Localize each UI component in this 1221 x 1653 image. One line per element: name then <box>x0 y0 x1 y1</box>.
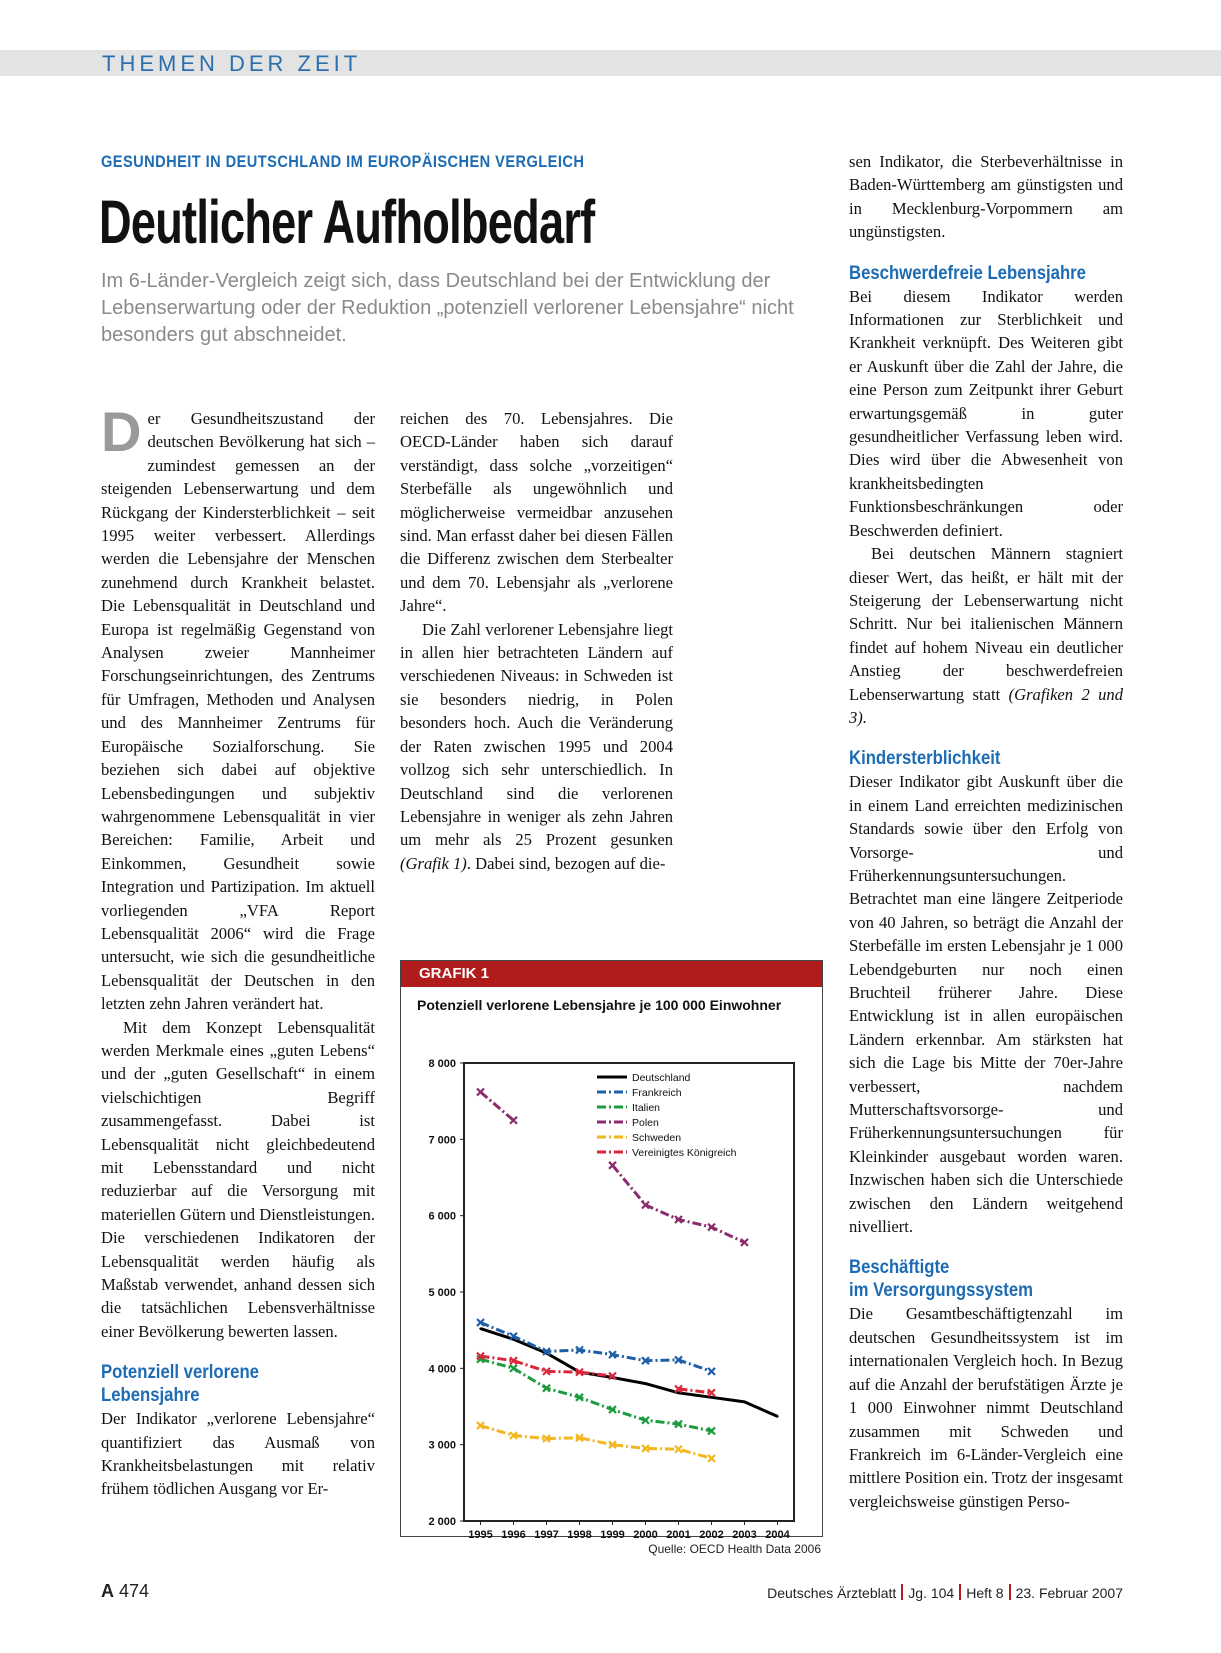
series-line <box>481 1323 712 1372</box>
journal-issue: Heft 8 <box>966 1585 1004 1601</box>
legend-label: Italien <box>632 1102 661 1114</box>
paragraph <box>400 618 673 875</box>
legend-label: Polen <box>632 1117 659 1129</box>
data-point <box>479 1327 481 1329</box>
paragraph: Bei diesem Indikator werden Informationen zur Sterblichkeit und Krankheit verknüpft. Des Weiteren gibt er Auskunft über die Zahl der Jahre, die eine Person zum Zeitpunkt ihrer Geburt erwartungsgemäß in guter gesundheitlicher Verfassung leben wird. Dies wird über die Abwesenheit von krankheitsbedingten Funktionsbeschränkungen oder Beschwerden definiert. <box>849 286 1123 540</box>
subheading <box>101 1361 342 1407</box>
plot-frame <box>464 1063 794 1521</box>
x-tick-label: 2004 <box>765 1529 790 1541</box>
paragraph: Mit dem Konzept Lebensqualität werden Merkmale eines „guten Lebens“ und der „guten Gesellschaft“ in einem vielschichtigen Begriff zusammengefasst. Dabei ist Lebensqualität nicht gleichbedeutend mit Lebensstandard und nicht reduzierbar auf die Versorgung mit materiellen Gütern und Dienstleistungen. Die verschiedenen Indikatoren der Lebensqualität werden häufig als Maßstab verwendet, anhand dessen sich die tatsächlichen Lebensverhältnisse einer Bevölkerung bewerten lassen. <box>101 1017 375 1341</box>
page-prefix: A <box>101 1581 114 1601</box>
y-tick-label: 5 000 <box>428 1287 456 1299</box>
text-column-1 <box>101 400 375 1501</box>
y-tick-label: 3 000 <box>428 1439 456 1452</box>
legend-label: Vereinigtes Königreich <box>632 1147 737 1159</box>
journal-date: 23. Februar 2007 <box>1015 1585 1123 1601</box>
drop-cap: D <box>101 400 142 463</box>
data-point <box>710 1396 712 1398</box>
subheading: Kindersterblichkeit <box>849 748 1001 770</box>
y-tick-label: 2 000 <box>428 1516 456 1528</box>
paragraph: reichen des 70. Lebensjahres. Die OECD-Länder haben sich darauf verständigt, dass solche „vorzeitigen“ Sterbefälle als ungewöhnlich und möglicherweise vermeidbar anzusehen sind. Man erfasst daher bei diesen Fällen die Differenz zwischen dem Sterbealter und dem 70. Lebensjahr als „verlorene Jahre“. <box>400 409 673 616</box>
data-point <box>644 1382 646 1384</box>
separator <box>959 1584 961 1600</box>
x-tick-label: 1995 <box>468 1529 493 1541</box>
text-column-3 <box>849 150 1123 1513</box>
article-kicker: GESUNDHEIT IN DEUTSCHLAND IM EUROPÄISCHEN VERGLEICH <box>101 152 585 171</box>
paragraph: sen Indikator, die Sterbeverhältnisse in Baden-Württemberg am günstigsten und in Mecklenburg-Vorpommern am ungünstigsten. <box>849 152 1123 242</box>
article-lead: Im 6-Länder-Vergleich zeigt sich, dass Deutschland bei der Entwicklung der Lebenserwartung oder der Reduktion „potenziell verlorener Lebensjahre“ nicht besonders gut abschneidet. <box>101 270 794 346</box>
paragraph: Die Gesamtbeschäftigtenzahl im deutschen Gesundheitssystem ist im internationalen Vergleich hoch. In Bezug auf die Anzahl der berufstätigen Ärzte je 1 000 Einwohner nimmt Deutschland zusammen mit Schweden und Frankreich im 6-Länder-Vergleich eine mittlere Position ein. Trotz der insgesamt vergleichsweise günstigen Perso- <box>849 1304 1123 1511</box>
x-tick-label: 2002 <box>699 1529 724 1541</box>
y-tick-label: 7 000 <box>428 1134 456 1147</box>
data-point <box>677 1392 679 1394</box>
separator <box>1009 1584 1011 1600</box>
page-number <box>101 1581 149 1602</box>
x-tick-label: 2000 <box>633 1529 658 1541</box>
series-line <box>481 1092 514 1120</box>
figure-reference: (Grafiken 2 und 3). <box>849 684 1124 727</box>
paragraph-text: . Dabei sind, bezogen auf die- <box>466 853 666 873</box>
figure-header <box>401 961 822 987</box>
section-label: THEMEN DER ZEIT <box>102 51 362 76</box>
journal-info <box>767 1584 1123 1601</box>
series-line <box>481 1426 712 1459</box>
x-tick-label: 1998 <box>567 1529 592 1541</box>
page-number-value: 474 <box>119 1581 150 1601</box>
paragraph-text: Die Zahl verlorener Lebensjahre liegt in allen hier betrachteten Ländern auf verschiedenen Niveaus: in Schweden ist sie besonders niedrig, in Polen besonders hoch. Auch die Veränderung der Raten zwischen 1995 und 2004 vollzog sich sehr unterschiedlich. In Deutschland sind die verlorenen Lebensjahre in weniger als zehn Jahren um mehr als 25 Prozent gesunken <box>400 619 673 850</box>
line-chart <box>401 1021 822 1541</box>
paragraph: Der Indikator „verlorene Lebensjahre“ quantifiziert das Ausmaß von Krankheitsbelastungen mit relativ frühem tödlichen Ausgang vor Er- <box>101 1409 375 1499</box>
paragraph <box>101 400 375 1016</box>
subheading-line: Potenziell verlorene <box>101 1362 259 1384</box>
subheading <box>849 1256 1090 1302</box>
subheading-line: Lebensjahre <box>101 1385 200 1407</box>
figure-source: Quelle: OECD Health Data 2006 <box>648 1542 821 1556</box>
separator <box>901 1584 903 1600</box>
figure-box <box>400 960 823 1541</box>
paragraph-text: Bei deutschen Männern stagniert dieser Wert, das heißt, er hält mit der Steigerung der Lebenserwartung nicht Schritt. Nur bei italienischen Männern findet auf hohem Niveau ein deutlicher Anstieg der beschwerdefreien Lebenserwartung statt <box>849 544 1123 704</box>
journal-name: Deutsches Ärzteblatt <box>767 1585 897 1601</box>
paragraph-text: er Gesundheitszustand der deutschen Bevölkerung hat sich – zumindest gemessen an der steigenden Lebenserwartung und dem Rückgang der Kindersterblichkeit – seit 1995 weiter verbessert. Allerdings werden die Lebensjahre der Menschen zunehmend durch Krankheit belastet. Die Lebensqualität in Deutschland und Europa ist regelmäßig Gegenstand von Analysen zweier Mannheimer Forschungseinrichtungen, des Zentrums für Umfragen, Methoden und Analysen und des Mannheimer Zentrums für Europäische Sozialforschung. Sie beziehen sich dabei auf objektive Lebensbedingungen und subjektiv wahrgenommene Lebensqualität in vier Bereichen: Familie, Arbeit und Einkommen, Gesundheit sowie Integration und Partizipation. Im aktuell vorliegenden „VFA Report Lebensqualität 2006“ wird die Frage untersucht, wie sich die gesundheitliche Lebensqualität der Deutschen in den letzten zehn Jahren verändert hat. <box>101 409 375 1014</box>
figure-label: GRAFIK 1 <box>419 965 490 982</box>
subheading-line: Beschäftigte <box>849 1257 950 1279</box>
article-title: Deutlicher Aufholbedarf <box>99 188 595 256</box>
y-tick-label: 8 000 <box>428 1058 456 1070</box>
x-tick-label: 1996 <box>501 1529 526 1541</box>
y-tick-label: 6 000 <box>428 1210 456 1223</box>
subheading-line: im Versorgungssystem <box>849 1280 1034 1302</box>
subheading: Beschwerdefreie Lebensjahre <box>849 262 1086 284</box>
text-column-2 <box>400 407 673 875</box>
journal-volume: Jg. 104 <box>908 1585 955 1601</box>
x-tick-label: 2003 <box>732 1529 757 1541</box>
legend-label: Frankreich <box>632 1087 682 1099</box>
figure-reference: (Grafik 1) <box>400 853 467 873</box>
x-tick-label: 1997 <box>534 1529 559 1541</box>
series-line <box>481 1329 778 1417</box>
data-point <box>743 1401 745 1403</box>
legend-label: Deutschland <box>632 1072 691 1084</box>
series-line <box>613 1165 745 1242</box>
paragraph <box>849 542 1123 729</box>
section-band <box>0 50 1221 76</box>
x-tick-label: 2001 <box>666 1529 691 1541</box>
x-tick-label: 1999 <box>600 1529 625 1541</box>
data-point <box>776 1415 778 1417</box>
chart-title: Potenziell verlorene Lebensjahre je 100 000 Einwohner <box>417 997 782 1013</box>
legend-label: Schweden <box>632 1132 682 1144</box>
paragraph: Dieser Indikator gibt Auskunft über die in einem Land erreichten medizinischen Standards sowie über den Erfolg von Vorsorge- und Früherkennungsuntersuchungen. Betrachtet man eine längere Zeitperiode von 40 Jahren, so beträgt die Anzahl der Sterbefälle im ersten Lebensjahr je 1 000 Lebendgeburten nur noch einen Bruchteil früherer Jahre. Diese Entwicklung ist in allen europäischen Ländern erkennbar. Am stärksten hat sich die Lage bis Mitte der 70er-Jahre verbessert, nachdem Mutterschaftsvorsorge- und Früherkennungsuntersuchungen für Kleinkinder ausgebaut worden waren. Inzwischen haben sich die Unterschiede zwischen den Ländern weitgehend nivelliert. <box>849 772 1123 1237</box>
y-tick-label: 4 000 <box>428 1363 456 1376</box>
